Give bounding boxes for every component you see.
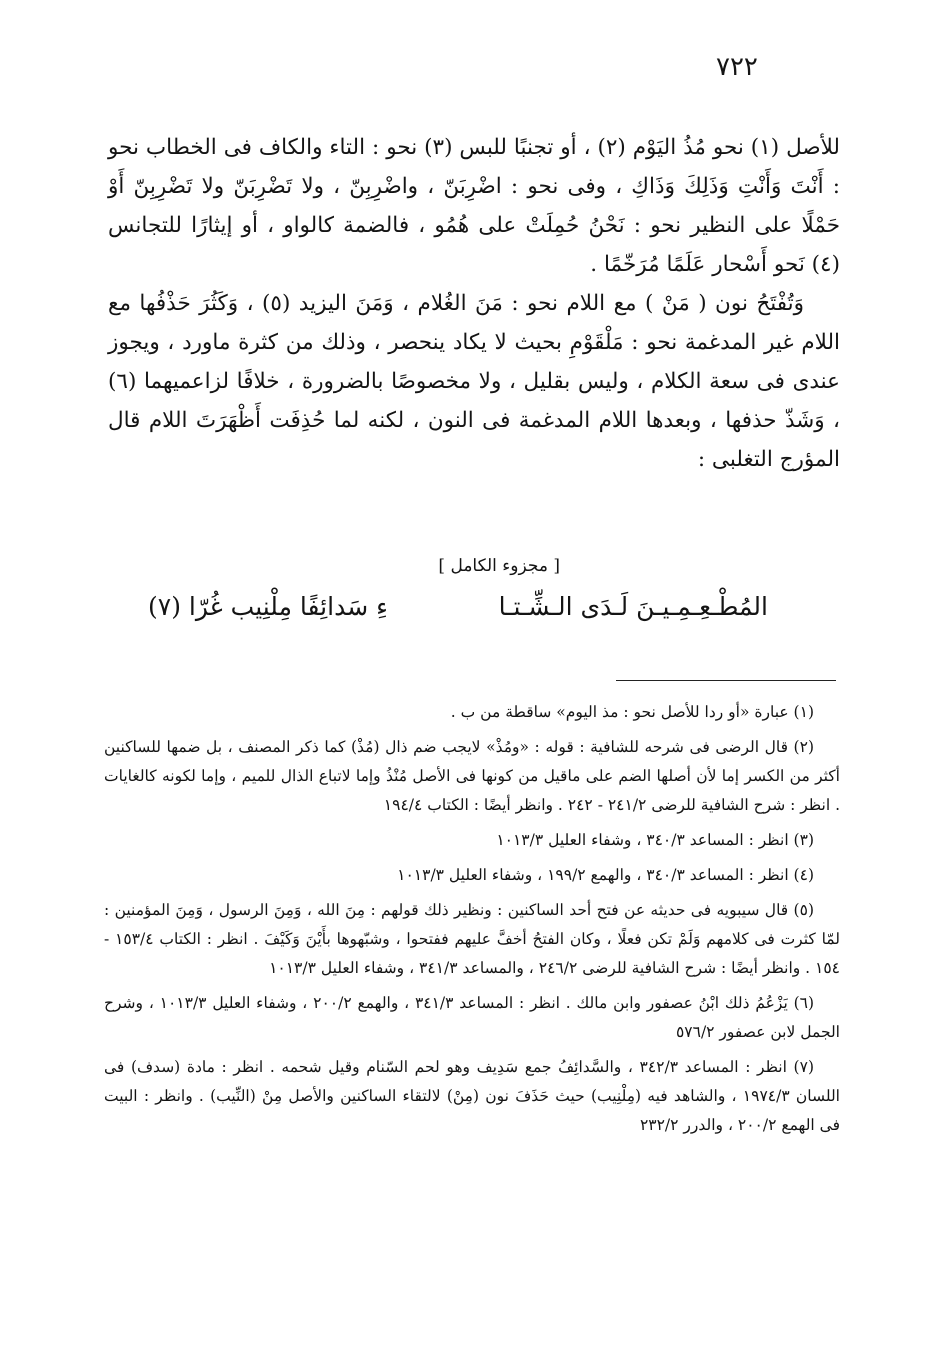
main-paragraph-2: وَتُفْتَحُ نون ( مَنْ ) مع اللام نحو : مَنَ الغُلام ، وَمَنَ اليزيد (٥) ، وَكَثُرَ حَذْفُها مع اللام غير المدغمة نحو : مَلْقَوْمِ بحيث لا يكاد ينحصر ، وذلك من كثرة ماورد ، ويجوز عندى فى سعة الكلام ، وليس بقليل ، ولا مخصوصًا بالضرورة ، خلافًا لزاعميهما (٦) ، وَشَذّ حذفها ، وبعدها اللام المدغمة فى النون ، لكنه لما حُذِفَت أَظْهَرَتَ اللام قال المؤرج التغلبى : bbox=[108, 291, 840, 472]
main-paragraph-1: للأصل (١) نحو مُذُ اليَوْم (٢) ، أو تجنبًا للبس (٣) نحو : التاء والكاف فى الخطاب نحو : أَنْتَ وَأَنْتِ وَذَلِكَ وَذَاكِ ، وفى نحو : اضْرِبَنّ ، واضْرِبِنّ ، ولا تَضْرِبَنّ ولا تَضْرِبِنّ أَوْ حَمْلًا على النظير نحو : نَحْنُ حُمِلَتْ على هُمُو ، فالضمة كالواو ، أو إيثارًا للتجانس (٤) نَحو أَسْحار عَلَمًا مُرَخّمًا . bbox=[108, 135, 841, 277]
footnote-divider bbox=[616, 680, 836, 681]
footnote-1: (١) عبارة «أو ردا للأصل نحو : مذ اليوم» ساقطة من ب . bbox=[450, 703, 814, 721]
verse-second-hemistich: ءِ سَدائِفًا مِلْنِيب غُرّا (٧) bbox=[148, 592, 388, 621]
footnote-6: (٦) يَزْعُمُ ذلك ابْنُ عصفور وابن مالك . انظر : المساعد ٣٤١/٣ ، والهمع ٢٠٠/٢ ، وشفاء العليل ١٠١٣/٣ ، وشرح الجمل لابن عصفور ٥٧٦/٢ bbox=[104, 994, 840, 1041]
verse-meter-label: [ مجزوء الكامل ] bbox=[438, 556, 560, 576]
footnote-5: (٥) قال سيبويه فى حديثه عن فتح أحد الساكنين : ونظير ذلك قولهم : مِنَ الله ، وَمِنَ الرسول ، وَمِنَ المؤمنين : لمّا كثرت فى كلامهم وَلَمْ تكن فعلًا ، وكان الفتحُ أخفَّ عليهم ففتحوا ، وشبّهوها بأَيْنَ وَكَيْفَ . انظر : الكتاب ١٥٣/٤ - ١٥٤ . وانظر أيضًا : شرح الشافية للرضى ٢٤٦/٢ ، والمساعد ٣٤١/٣ ، وشفاء العليل ١٠١٣/٣ bbox=[104, 901, 840, 977]
poetry-verse bbox=[148, 592, 768, 636]
footnote-7: (٧) انظر : المساعد ٣٤٢/٣ ، والسَّدائِفُ جمع سَدِيف وهو لحم السّنام وقيل شحمه . انظر : مادة (سدف) فى اللسان ١٩٧٤/٣ ، والشاهد فيه (مِلْنِيب) حيث حَذَفَ نون (مِنْ) لالتقاء الساكنين والأصل مِنْ (النِّيب) . وانظر : البيت فى الهمع ٢٠٠/٢ ، والدرر ٢٣٢/٢ bbox=[104, 1058, 840, 1134]
main-text-body bbox=[108, 128, 840, 479]
verse-first-hemistich: المُطْـعِـمِـيـنَ لَـدَى الـشِّـتـا bbox=[498, 592, 768, 621]
footnote-2: (٢) قال الرضى فى شرحه للشافية : قوله : «ومُذْ» لايجب ضم ذال (مُذْ) كما ذكر المصنف ، بل ضمها للساكنين أكثر من الكسر إما لأن أصلها الضم على ماقيل من كونها فى الأصل مُنْذُ وإما لاتباع الذال للميم ، وإما لكونه كالغايات . انظر : شرح الشافية للرضى ٢٤١/٢ - ٢٤٢ . وانظر أيضًا : الكتاب ١٩٤/٤ bbox=[104, 738, 840, 814]
footnotes-section bbox=[104, 698, 840, 1146]
footnote-4: (٤) انظر : المساعد ٣٤٠/٣ ، والهمع ١٩٩/٢ ، وشفاء العليل ١٠١٣/٣ bbox=[397, 866, 814, 884]
footnote-3: (٣) انظر : المساعد ٣٤٠/٣ ، وشفاء العليل ١٠١٣/٣ bbox=[496, 831, 814, 849]
page-number: ٧٢٢ bbox=[716, 52, 758, 82]
